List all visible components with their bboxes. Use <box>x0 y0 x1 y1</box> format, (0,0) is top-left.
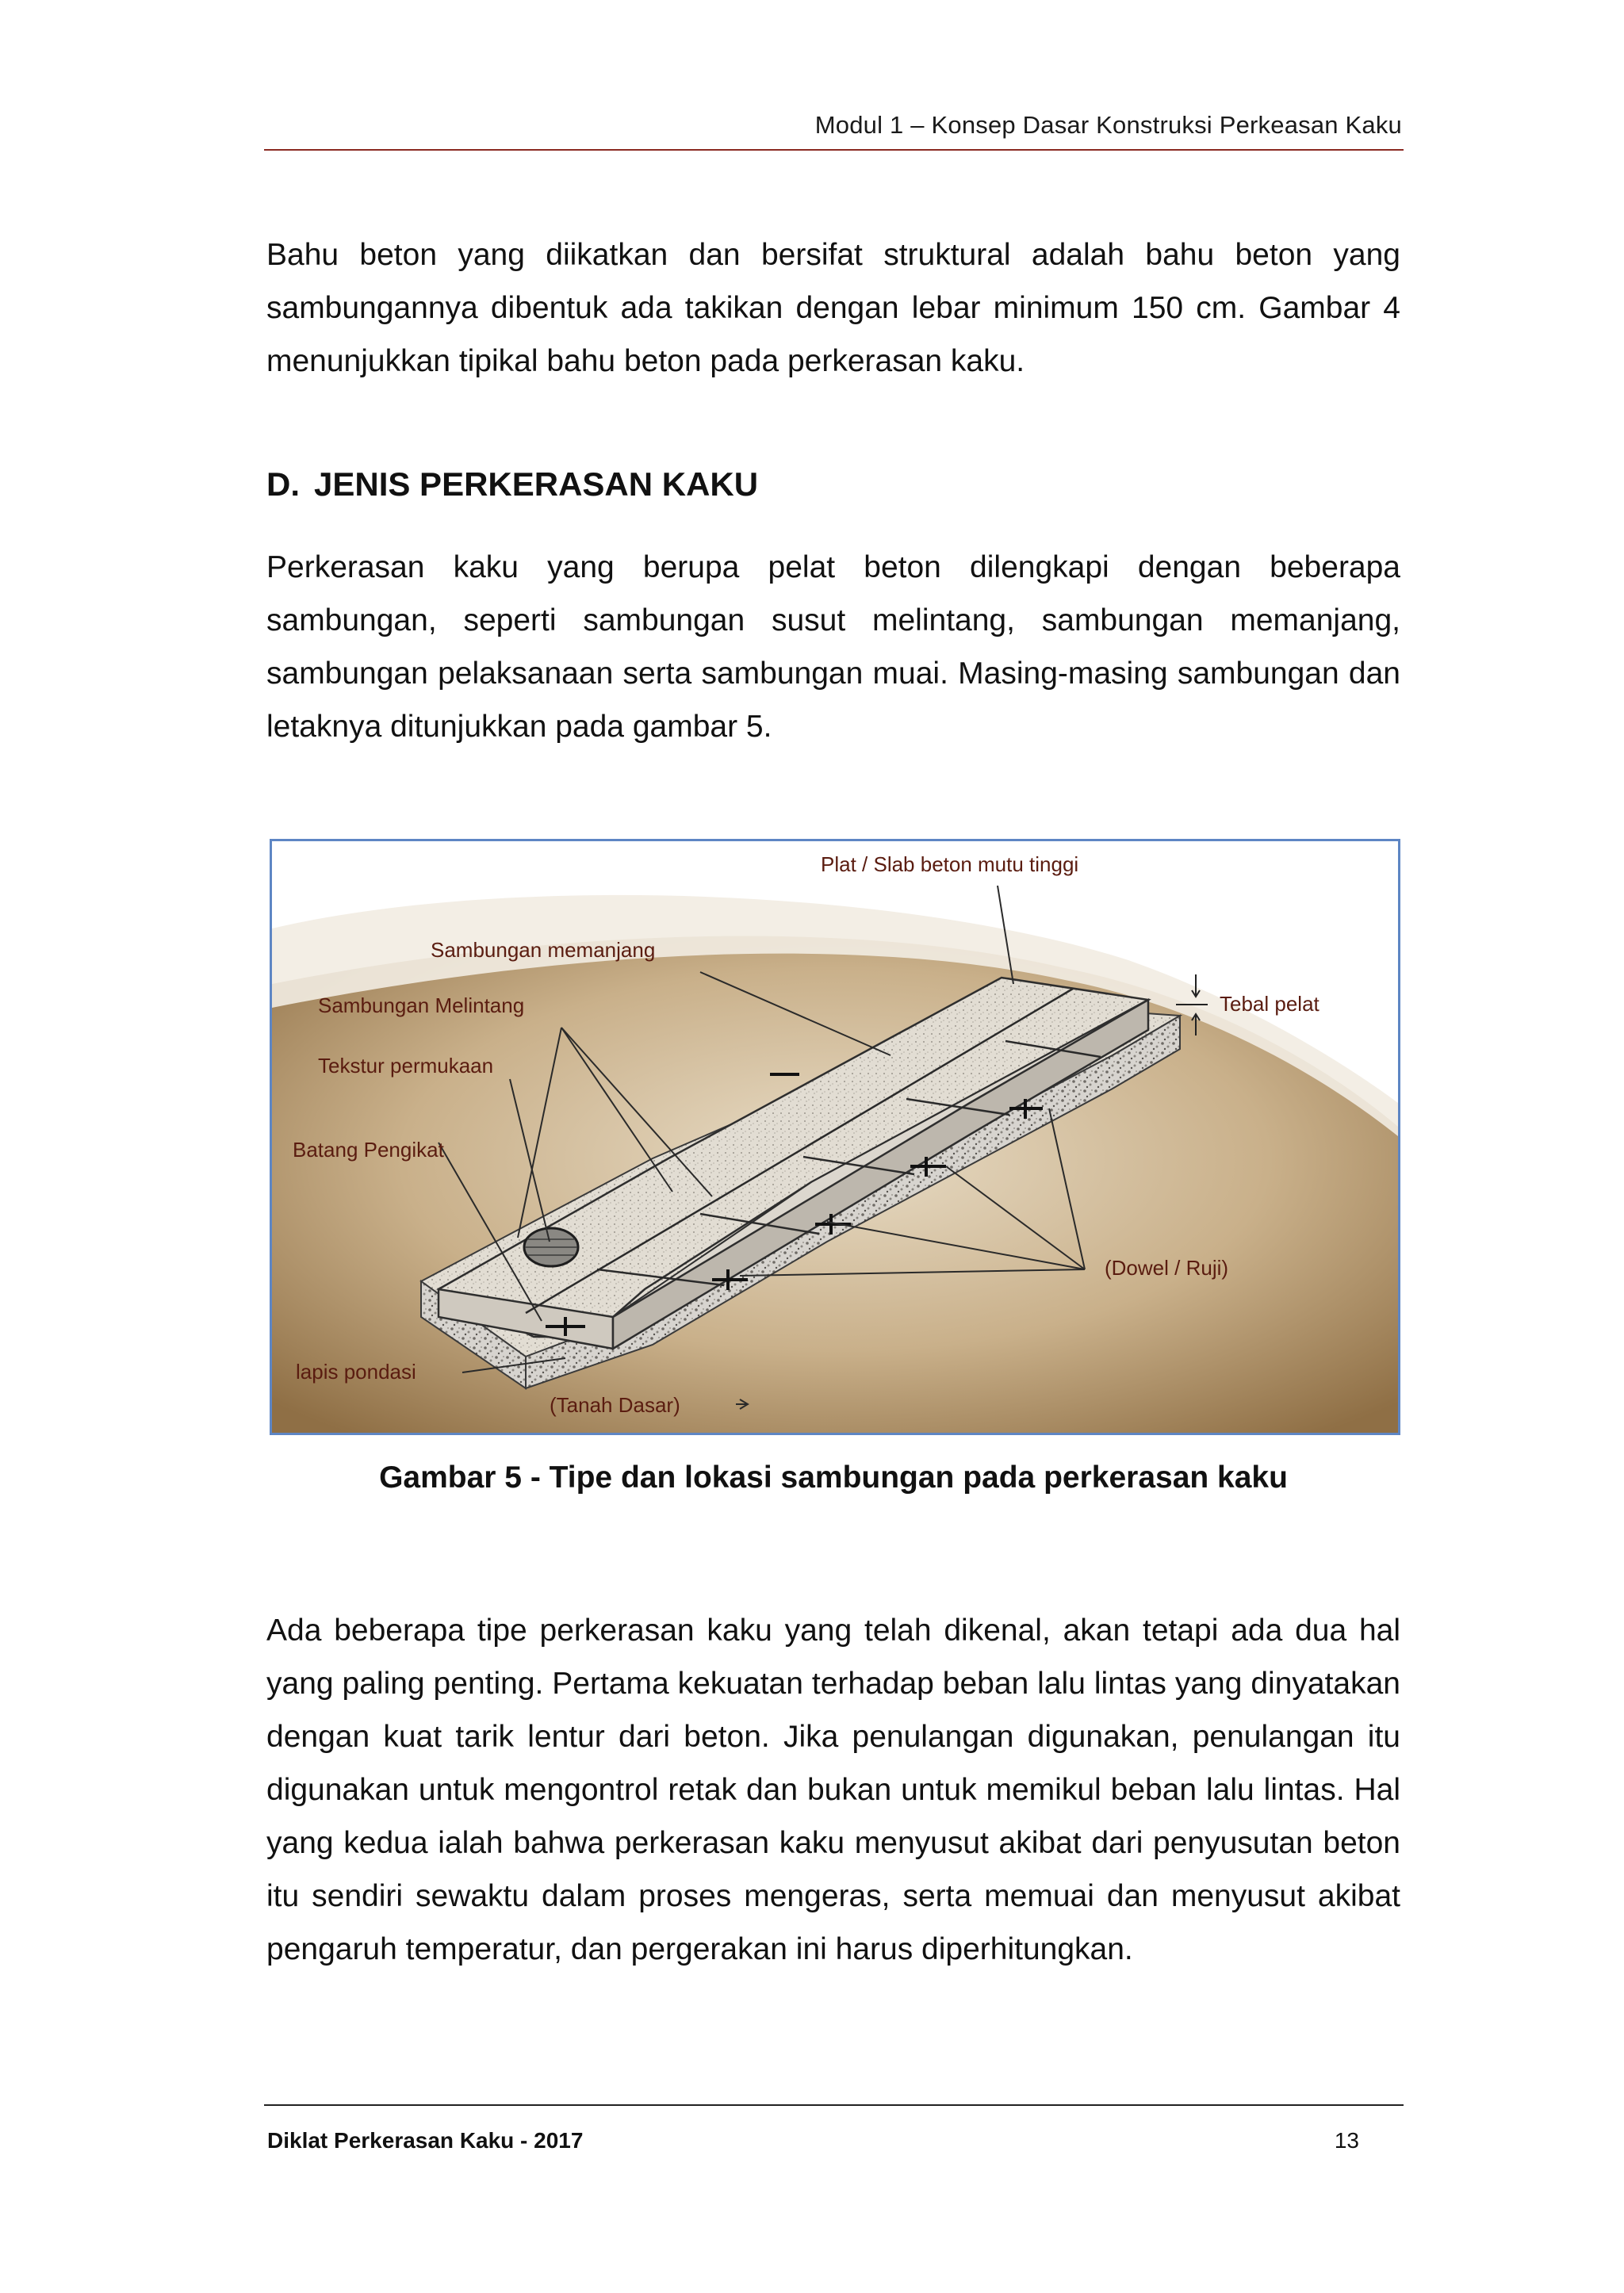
page-number: 13 <box>1334 2128 1359 2153</box>
paragraph-text: Bahu beton yang diikatkan dan bersifat struktural adalah bahu beton yang sambungannya dibentuk ada takikan dengan lebar minimum 150 cm. Gambar 4 menunjukkan tipikal bahu beton pada perkerasan kaku. <box>266 238 1400 378</box>
label-base: lapis pondasi <box>296 1360 416 1384</box>
section-title: JENIS PERKERASAN KAKU <box>314 465 759 503</box>
section-letter: D. <box>266 465 300 503</box>
label-thickness: Tebal pelat <box>1220 992 1320 1016</box>
rigid-pavement-diagram <box>272 841 1398 1433</box>
label-trans-joint: Sambungan Melintang <box>318 993 525 1017</box>
label-tie-bar: Batang Pengikat <box>293 1138 444 1162</box>
footer-title: Diklat Perkerasan Kaku - 2017 <box>267 2128 584 2153</box>
paragraph-jenis <box>266 541 1400 753</box>
label-subgrade: (Tanah Dasar) <box>550 1393 680 1417</box>
label-texture: Tekstur permukaan <box>318 1054 494 1078</box>
label-dowel: (Dowel / Ruji) <box>1105 1256 1229 1280</box>
figure-joint-types <box>270 839 1400 1435</box>
label-long-joint: Sambungan memanjang <box>431 938 656 962</box>
label-slab: Plat / Slab beton mutu tinggi <box>821 852 1079 876</box>
paragraph-text: Perkerasan kaku yang berupa pelat beton dilengkapi dengan beberapa sambungan, seperti sambungan susut melintang, sambungan memanjang, sambungan pelaksanaan serta sambungan muai. Masing-masing sambungan dan letaknya ditunjukkan pada gambar 5. <box>266 550 1400 744</box>
page-header <box>264 111 1404 151</box>
header-title: Modul 1 – Konsep Dasar Konstruksi Perkeasan Kaku <box>814 111 1402 139</box>
page-footer <box>264 2104 1404 2153</box>
section-heading <box>266 465 758 503</box>
figure-caption: Gambar 5 - Tipe dan lokasi sambungan pada perkerasan kaku <box>379 1460 1288 1495</box>
paragraph-bahu-beton <box>266 228 1400 388</box>
paragraph-text: Ada beberapa tipe perkerasan kaku yang telah dikenal, akan tetapi ada dua hal yang paling penting. Pertama kekuatan terhadap beban lalu lintas yang dinyatakan dengan kuat tarik lentur dari beton. Jika penulangan digunakan, penulangan itu digunakan untuk mengontrol retak dan bukan untuk memikul beban lalu lintas. Hal yang kedua ialah bahwa perkerasan kaku menyusut akibat dari penyusutan beton itu sendiri sewaktu dalam proses mengeras, serta memuai dan menyusut akibat pengaruh temperatur, dan pergerakan ini harus diperhitungkan. <box>266 1614 1400 1966</box>
paragraph-tipe <box>266 1604 1400 1976</box>
